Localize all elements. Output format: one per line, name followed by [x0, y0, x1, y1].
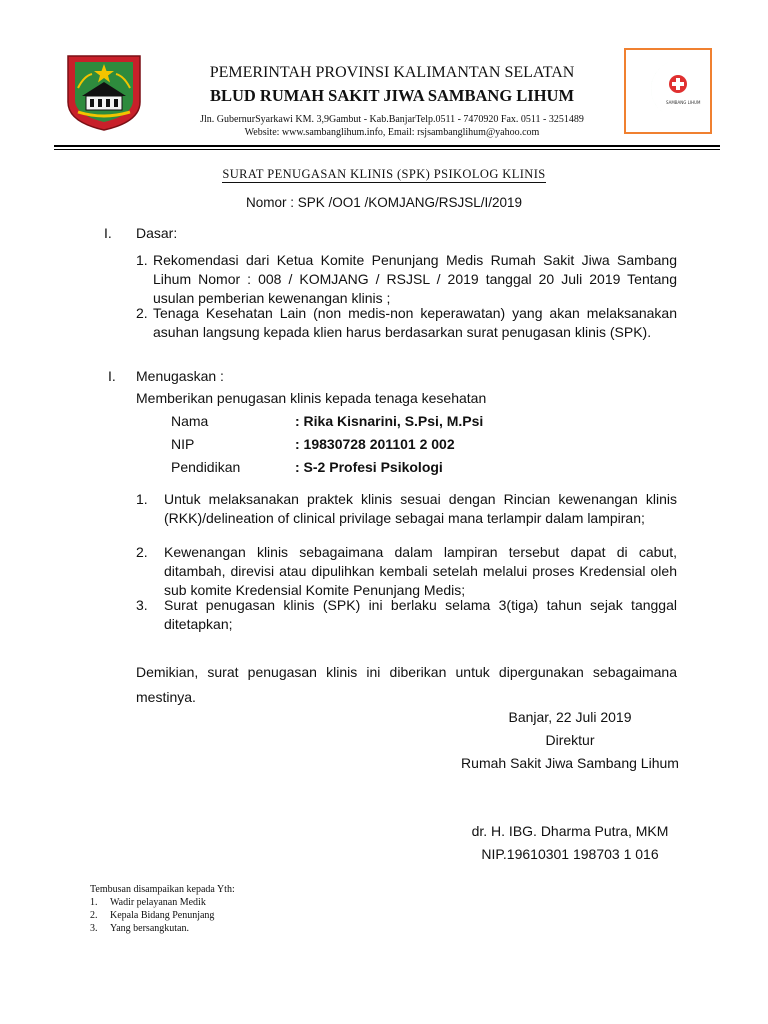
section2-numeral: I. — [108, 368, 116, 384]
field-label-education: Pendidikan — [171, 459, 241, 475]
hospital-logo — [624, 48, 712, 134]
copies-item-number: 1. — [90, 897, 98, 908]
government-heading: PEMERINTAH PROVINSI KALIMANTAN SELATAN — [209, 64, 575, 81]
copies-item-number: 3. — [90, 923, 98, 934]
section2-item-number: 1. — [136, 491, 148, 507]
section1-numeral: I. — [104, 225, 112, 241]
signature-place-date: Banjar, 22 Juli 2019 — [508, 709, 632, 725]
signatory-nip: NIP.19610301 198703 1 016 — [481, 846, 659, 862]
copies-item-text: Yang bersangkutan. — [110, 923, 189, 934]
signature-position: Direktur — [545, 732, 595, 748]
header-rule-thick — [54, 145, 720, 147]
institution-contact: Website: www.sambanglihum.info, Email: rsjsambanglihum@yahoo.com — [244, 127, 540, 138]
provincial-crest-logo — [64, 52, 144, 132]
closing-paragraph: Demikian, surat penugasan klinis ini diberikan untuk dipergunakan sebagaimana mestinya. — [136, 664, 677, 705]
document-number: Nomor : SPK /OO1 /KOMJANG/RSJSL/I/2019 — [245, 195, 523, 210]
field-value-name: : Rika Kisnarini, S.Psi, M.Psi — [295, 413, 484, 429]
section1-heading: Dasar: — [136, 225, 178, 241]
section2-item-text: Surat penugasan klinis (SPK) ini berlaku selama 3(tiga) tahun sejak tanggal ditetapkan; — [164, 597, 677, 632]
field-value-education: : S-2 Profesi Psikologi — [295, 459, 443, 475]
field-value-nip: : 19830728 201101 2 002 — [295, 436, 455, 452]
institution-address: Jln. GubernurSyarkawi KM. 3,9Gambut - Kab.BanjarTelp.0511 - 7470920 Fax. 0511 - 3251489 — [200, 114, 584, 125]
section1-item-number: 1. — [136, 252, 148, 268]
section2-heading: Menugaskan : — [136, 368, 224, 384]
copies-heading: Tembusan disampaikan kepada Yth: — [90, 884, 235, 895]
hospital-emblem-icon — [626, 50, 710, 132]
signatory-name: dr. H. IBG. Dharma Putra, MKM — [471, 823, 669, 839]
copies-item-text: Kepala Bidang Penunjang — [110, 910, 215, 921]
section1-item-text: Tenaga Kesehatan Lain (non medis-non keperawatan) yang akan melaksanakan asuhan langsung kepada klien harus berdasarkan surat penugasan klinis (SPK). — [153, 305, 677, 340]
section2-item-text: Untuk melaksanakan praktek klinis sesuai dengan Rincian kewenangan klinis (RKK)/delineation of clinical privilage sebagai mana terlampir dalam lampiran; — [164, 491, 677, 526]
section2-item-number: 3. — [136, 597, 148, 613]
document-title: SURAT PENUGASAN KLINIS (SPK) PSIKOLOG KLINIS — [222, 167, 546, 181]
institution-heading: BLUD RUMAH SAKIT JIWA SAMBANG LIHUM — [209, 86, 575, 105]
section1-item-number: 2. — [136, 305, 148, 321]
copies-item-text: Wadir pelayanan Medik — [110, 897, 206, 908]
hospital-logo-text: SAMBANG LIHUM — [666, 100, 701, 105]
field-label-nip: NIP — [171, 436, 195, 452]
section2-intro: Memberikan penugasan klinis kepada tenaga kesehatan — [136, 390, 487, 406]
section2-item-text: Kewenangan klinis sebagaimana dalam lampiran tersebut dapat di cabut, ditambah, direvisi atau dipulihkan kembali setelah melalui proses Kredensial oleh sub komite Kredensial Komite Penunjang Medis; — [164, 544, 677, 598]
header-rule-thin — [54, 149, 720, 150]
copies-item-number: 2. — [90, 910, 98, 921]
section1-item-text: Rekomendasi dari Ketua Komite Penunjang Medis Rumah Sakit Jiwa Sambang Lihum Nomor : 008 / KOMJANG / RSJSL / 2019 tanggal 20 Juli 2019 Tentang usulan pemberian kewenangan klinis ; — [153, 252, 677, 306]
field-label-name: Nama — [171, 413, 209, 429]
section2-item-number: 2. — [136, 544, 148, 560]
signature-organization: Rumah Sakit Jiwa Sambang Lihum — [461, 755, 679, 771]
